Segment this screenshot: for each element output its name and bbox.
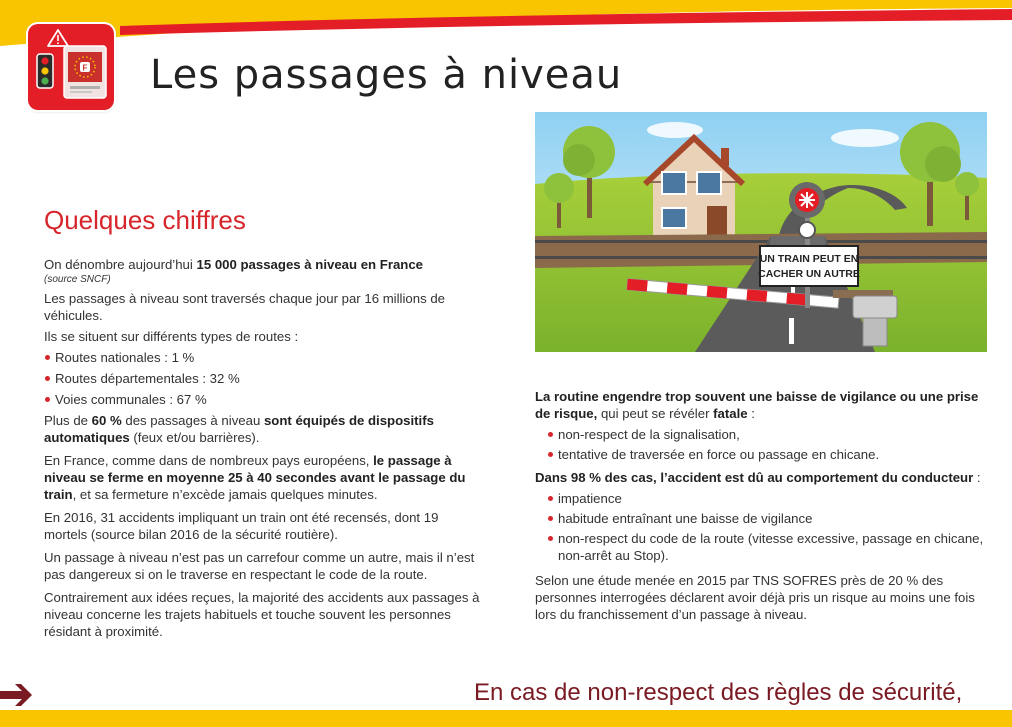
stat-count-paragraph: On dénombre aujourd’hui 15 000 passages à niveau en France (source SNCF) [44, 256, 484, 286]
arrow-right-icon [0, 680, 40, 710]
list-item: non-respect de la signalisation, [547, 426, 990, 443]
accidents-paragraph: En 2016, 31 accidents impliquant un train ont été recensés, dont 19 mortels (source bilan 2016 de la sécurité routière). [44, 510, 439, 542]
habits-paragraph: Contrairement aux idées reçues, la majorité des accidents aux passages à niveau concerne les trajets habituels et touche souvent les personnes résidant à proximité. [44, 590, 480, 639]
list-item: Routes nationales : 1 % [44, 349, 484, 366]
routine-paragraph: La routine engendre trop souvent une baisse de vigilance ou une prise de risque, qui peut se révéler fatale : [535, 389, 979, 421]
svg-text:F: F [82, 63, 88, 73]
list-item: impatience [547, 490, 990, 507]
danger-paragraph: Un passage à niveau n’est pas un carrefour comme un autre, mais il n’est pas dangereux si on le traverse en respectant le code de la route. [44, 550, 475, 582]
footer-band [0, 710, 1012, 727]
route-types-intro: Ils se situent sur différents types de routes : [44, 329, 299, 344]
list-item: tentative de traversée en force ou passage en chicane. [547, 446, 990, 463]
level-crossing-illustration [535, 112, 987, 352]
left-column [44, 256, 484, 644]
page-title: Les passages à niveau [150, 52, 623, 98]
logo-icon [28, 24, 114, 110]
section-title: Quelques chiffres [44, 205, 246, 235]
list-item: Voies communales : 67 % [44, 391, 484, 408]
driver-cause-paragraph: Dans 98 % des cas, l’accident est dû au comportement du conducteur : [535, 470, 981, 485]
list-item: non-respect du code de la route (vitesse excessive, passage en chicane, non-arrêt au Stop). [547, 530, 990, 564]
cause-list [535, 490, 990, 564]
study-paragraph: Selon une étude menée en 2015 par TNS SOFRES près de 20 % des personnes interrogées déclarent avoir déjà pris un risque au moins une fois lors du franchissement d’un passage à niveau. [535, 573, 975, 622]
automation-paragraph: Plus de 60 % des passages à niveau sont équipés de dispositifs automatiques (feux et/ou barrières). [44, 413, 434, 445]
source-note: (source SNCF) [44, 274, 111, 285]
list-item: habitude entraînant une baisse de vigilance [547, 510, 990, 527]
vehicles-paragraph: Les passages à niveau sont traversés chaque jour par 16 millions de véhicules. [44, 291, 445, 323]
sign-text-line2: CACHER UN AUTRE [758, 268, 860, 280]
sign-text-line1: UN TRAIN PEUT EN [759, 253, 859, 265]
right-column [535, 388, 990, 627]
risk-list [535, 426, 990, 463]
closing-time-paragraph: En France, comme dans de nombreux pays européens, le passage à niveau se ferme en moyenne 25 à 40 secondes avant le passage du train, et sa fermeture n’excède jamais quelques minutes. [44, 453, 466, 502]
list-item: Routes départementales : 32 % [44, 370, 484, 387]
header-band [0, 0, 1012, 60]
footer-continuation-text: En cas de non-respect des règles de sécurité, [474, 679, 963, 706]
